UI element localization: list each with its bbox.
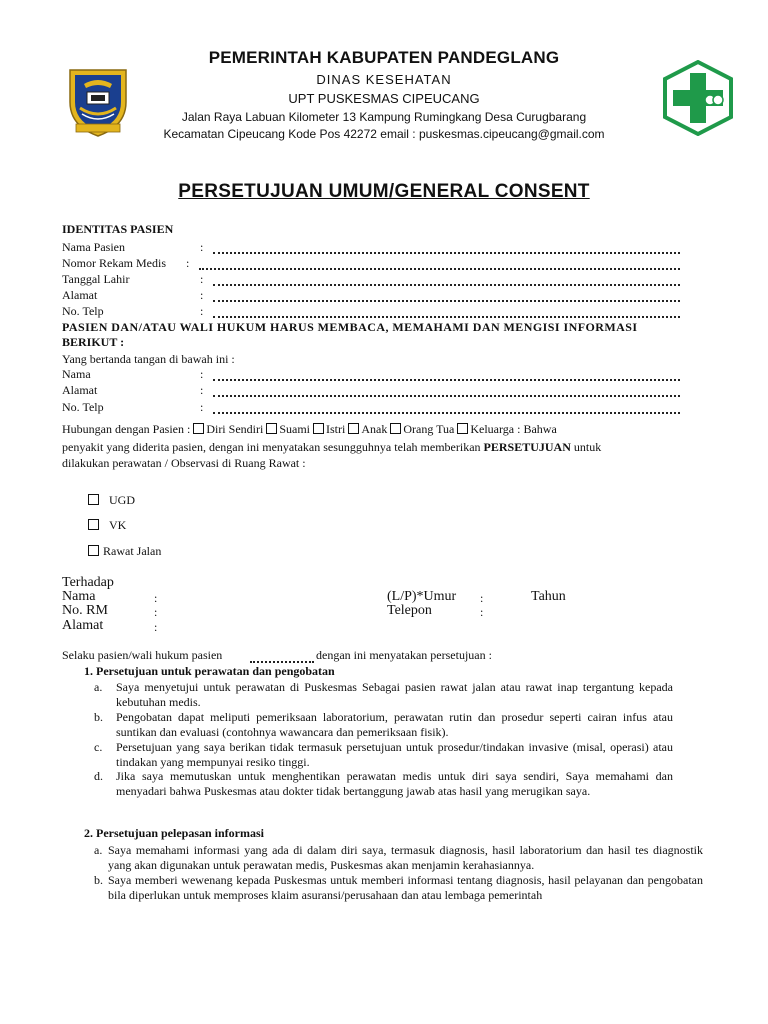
no-telp-pasien-field[interactable]	[213, 316, 680, 318]
document-title: PERSETUJUAN UMUM/GENERAL CONSENT	[178, 181, 590, 202]
field-label-alamat: Alamat	[62, 288, 98, 302]
section1-heading: 1. Persetujuan untuk perawatan dan pengobatan	[84, 664, 335, 678]
checkbox-icon[interactable]	[88, 494, 99, 505]
header-upt: UPT PUSKESMAS CIPEUCANG	[288, 91, 480, 106]
option-anak[interactable]: Anak	[348, 422, 387, 436]
section2-item-b-marker: b.	[94, 873, 103, 887]
nomor-rekam-medis-field[interactable]	[199, 268, 680, 270]
wali-intro: Yang bertanda tangan di bawah ini :	[62, 352, 235, 366]
persetujuan-emphasis: PERSETUJUAN	[483, 440, 571, 454]
hubungan-line1	[62, 422, 557, 437]
header-address-line1: Jalan Raya Labuan Kilometer 13 Kampung Rumingkang Desa Curugbarang	[181, 110, 587, 124]
terhadap-telepon: Telepon	[387, 603, 432, 618]
terhadap-alamat: Alamat	[62, 618, 104, 633]
section1-item-d-marker: d.	[94, 769, 103, 783]
terhadap-tahun: Tahun	[531, 589, 566, 604]
selaku-text-a: Selaku pasien/wali hukum pasien	[62, 648, 223, 662]
terhadap-heading: Terhadap	[62, 575, 114, 590]
nama-pasien-field[interactable]	[213, 252, 680, 254]
section2-item-b: Saya memberi wewenang kepada Puskesmas untuk memberi informasi tentang diagnosis, hasil pelayanan dan pengobatan bila diperlukan untuk memproses klaim asuransi/perusahaan dan atau lembaga pemerintah	[108, 873, 703, 902]
nama-wali-field[interactable]	[213, 379, 680, 381]
option-keluarga[interactable]: Keluarga	[457, 422, 514, 436]
terhadap-no-rm: No. RM	[62, 603, 108, 618]
field-colon: :	[154, 591, 158, 605]
field-colon: :	[200, 400, 204, 414]
checkbox-icon[interactable]	[313, 423, 324, 434]
section1-item-c-marker: c.	[94, 740, 103, 754]
room-option-vk[interactable]: VK	[88, 518, 126, 533]
checkbox-icon[interactable]	[88, 519, 99, 530]
field-label-nama-wali: Nama	[62, 367, 91, 381]
checkbox-icon[interactable]	[390, 423, 401, 434]
wali-notice-line2: BERIKUT :	[62, 335, 125, 349]
field-colon: :	[200, 272, 204, 286]
section1-item-c: Persetujuan yang saya berikan tidak termasuk persetujuan untuk prosedur/tindakan invasive (misal, operasi) atau tindakan yang mempunyai resiko tinggi.	[116, 740, 673, 769]
field-colon: :	[480, 591, 484, 605]
terhadap-lp-umur: (L/P)*Umur	[387, 589, 457, 604]
section2-item-a-marker: a.	[94, 843, 103, 857]
section2-item-a: Saya memahami informasi yang ada di dalam diri saya, termasuk diagnosis, hasil laboratorium dan hasil tes diagnostik yang akan digunakan untuk perawatan medis, Puskesmas akan menjamin kerahasiannya.	[108, 843, 703, 872]
field-label-no-telp-wali: No. Telp	[62, 400, 104, 414]
header-government: PEMERINTAH KABUPATEN PANDEGLANG	[208, 48, 560, 67]
terhadap-nama: Nama	[62, 589, 96, 604]
field-colon: :	[186, 256, 190, 270]
tanggal-lahir-field[interactable]	[213, 284, 680, 286]
field-colon: :	[480, 605, 484, 619]
field-colon: :	[200, 367, 204, 381]
selaku-text-b: dengan ini menyatakan persetujuan :	[316, 648, 492, 662]
section1-item-b-marker: b.	[94, 710, 103, 724]
alamat-wali-field[interactable]	[213, 395, 680, 397]
field-colon: :	[200, 240, 204, 254]
field-label-tanggal-lahir: Tanggal Lahir	[62, 272, 130, 286]
header-address-line2: Kecamatan Cipeucang Kode Pos 42272 email : puskesmas.cipeucang@gmail.com	[163, 127, 605, 141]
field-colon: :	[154, 605, 158, 619]
checkbox-icon[interactable]	[266, 423, 277, 434]
alamat-pasien-field[interactable]	[213, 300, 680, 302]
room-option-ugd[interactable]: UGD	[88, 493, 135, 508]
field-label-no-telp: No. Telp	[62, 304, 104, 318]
option-istri[interactable]: Istri	[313, 422, 345, 436]
field-colon: :	[200, 383, 204, 397]
field-colon: :	[200, 304, 204, 318]
checkbox-icon[interactable]	[193, 423, 204, 434]
hubungan-line2: penyakit yang diderita pasien, dengan ini menyatakan sesungguhnya telah memberikan PERSETUJUAN untuk	[62, 440, 602, 454]
selaku-field[interactable]	[250, 661, 314, 663]
section1-item-b: Pengobatan dapat meliputi pemeriksaan laboratorium, perawatan rutin dan prosedur seperti cairan infus atau suntikan dan evaluasi (contohnya wawancara dan pemeriksaan fisik).	[116, 710, 673, 739]
field-colon: :	[200, 288, 204, 302]
field-label-alamat-wali: Alamat	[62, 383, 98, 397]
section1-item-a-marker: a.	[94, 680, 103, 694]
checkbox-icon[interactable]	[88, 545, 99, 556]
section2-heading: 2. Persetujuan pelepasan informasi	[84, 826, 264, 840]
option-diri-sendiri[interactable]: Diri Sendiri	[193, 422, 263, 436]
field-label-nama-pasien: Nama Pasien	[62, 240, 125, 254]
identitas-heading: IDENTITAS PASIEN	[62, 222, 174, 236]
section1-item-a: Saya menyetujui untuk perawatan di Puskesmas Sebagai pasien rawat jalan atau rawat inap tergantung kepada kebutuhan medis.	[116, 680, 673, 709]
checkbox-icon[interactable]	[348, 423, 359, 434]
option-orang-tua[interactable]: Orang Tua	[390, 422, 454, 436]
section1-item-d: Jika saya memutuskan untuk menghentikan perawatan medis untuk diri saya sendiri, Saya memahami dan menyadari bahwa Puskesmas atau dokter tidak bertanggung jawab atas hasil yang merugikan saya.	[116, 769, 673, 798]
hubungan-line3: dilakukan perawatan / Observasi di Ruang Rawat :	[62, 456, 306, 470]
no-telp-wali-field[interactable]	[213, 412, 680, 414]
field-colon: :	[154, 620, 158, 634]
room-option-rawat-jalan[interactable]: Rawat Jalan	[88, 544, 161, 559]
field-label-nomor-rekam-medis: Nomor Rekam Medis	[62, 256, 166, 270]
hubungan-after: : Bahwa	[517, 422, 557, 436]
header-dinas: DINAS KESEHATAN	[316, 72, 452, 87]
option-suami[interactable]: Suami	[266, 422, 310, 436]
checkbox-icon[interactable]	[457, 423, 468, 434]
wali-notice-line1: PASIEN DAN/ATAU WALI HUKUM HARUS MEMBACA, MEMAHAMI DAN MENGISI INFORMASI	[62, 320, 638, 334]
hubungan-label: Hubungan dengan Pasien :	[62, 422, 191, 436]
